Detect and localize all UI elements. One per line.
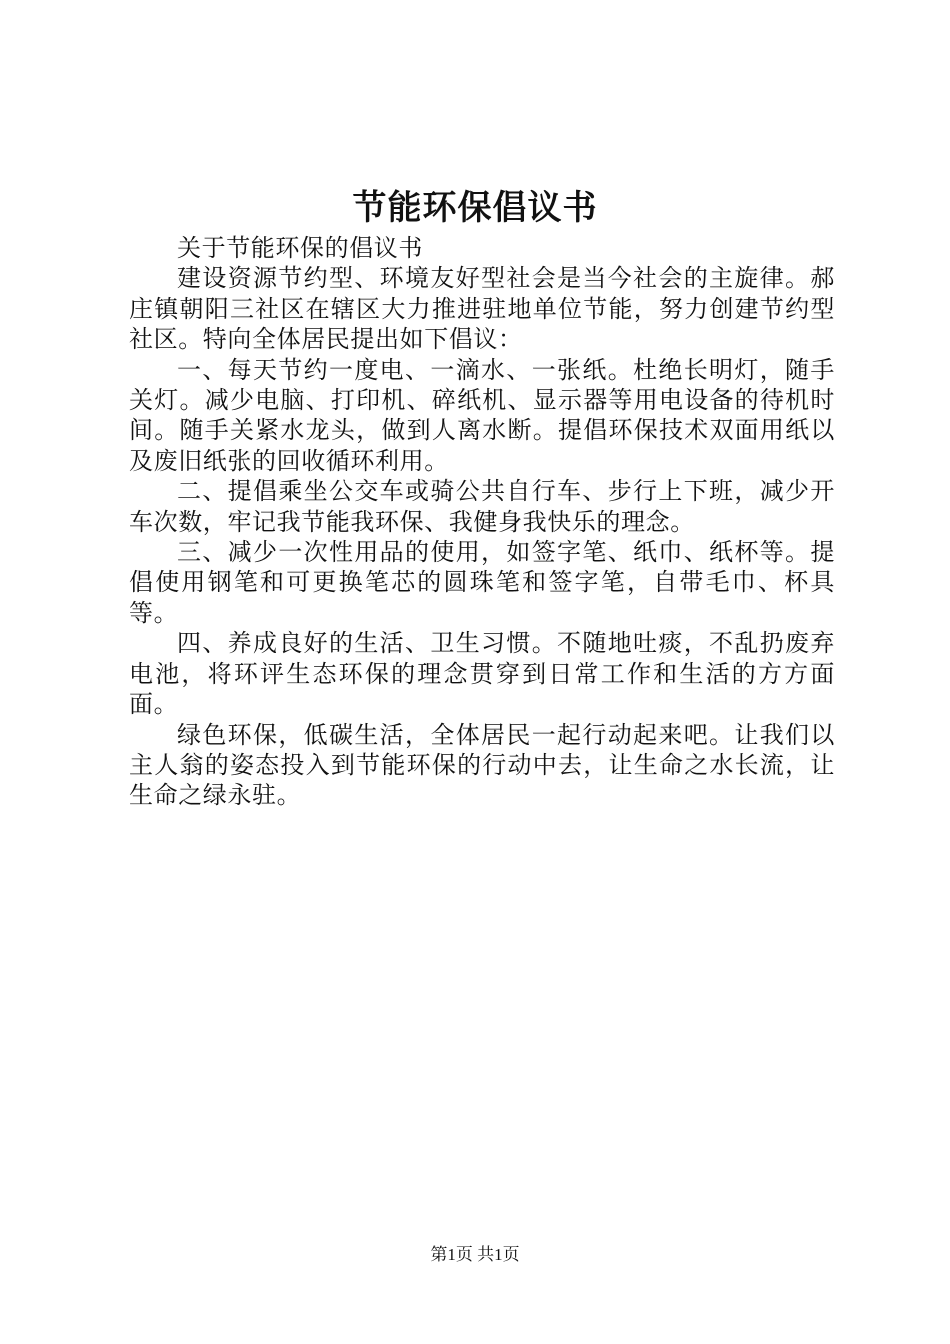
page-footer: 第1页 共1页 bbox=[430, 1245, 520, 1264]
paragraph-closing: 绿色环保，低碳生活，全体居民一起行动起来吧。让我们以主人翁的姿态投入到节能环保的行动中去，让生命之水长流，让生命之绿永驻。 bbox=[129, 720, 835, 810]
paragraph-item-3: 三、减少一次性用品的使用，如签字笔、纸巾、纸杯等。提倡使用钢笔和可更换笔芯的圆珠笔和签字笔，自带毛巾、杯具等。 bbox=[129, 538, 835, 627]
paragraph-item-2: 二、提倡乘坐公交车或骑公共自行车、步行上下班，减少开车次数，牢记我节能我环保、我健身我快乐的理念。 bbox=[129, 477, 835, 536]
paragraph-item-1: 一、每天节约一度电、一滴水、一张纸。杜绝长明灯，随手关灯。减少电脑、打印机、碎纸机、显示器等用电设备的待机时间。随手关紧水龙头，做到人离水断。提倡环保技术双面用纸以及废旧纸张的回收循环利用。 bbox=[129, 355, 835, 475]
paragraph-intro: 建设资源节约型、环境友好型社会是当今社会的主旋律。郝庄镇朝阳三社区在辖区大力推进驻地单位节能，努力创建节约型社区。特向全体居民提出如下倡议： bbox=[129, 264, 835, 354]
paragraph-item-4: 四、养成良好的生活、卫生习惯。不随地吐痰，不乱扔废弃电池，将环评生态环保的理念贯穿到日常工作和生活的方方面面。 bbox=[129, 629, 835, 719]
document-title: 节能环保倡议书 bbox=[352, 188, 598, 228]
document-body bbox=[129, 233, 835, 811]
paragraph-subtitle: 关于节能环保的倡议书 bbox=[177, 234, 423, 262]
